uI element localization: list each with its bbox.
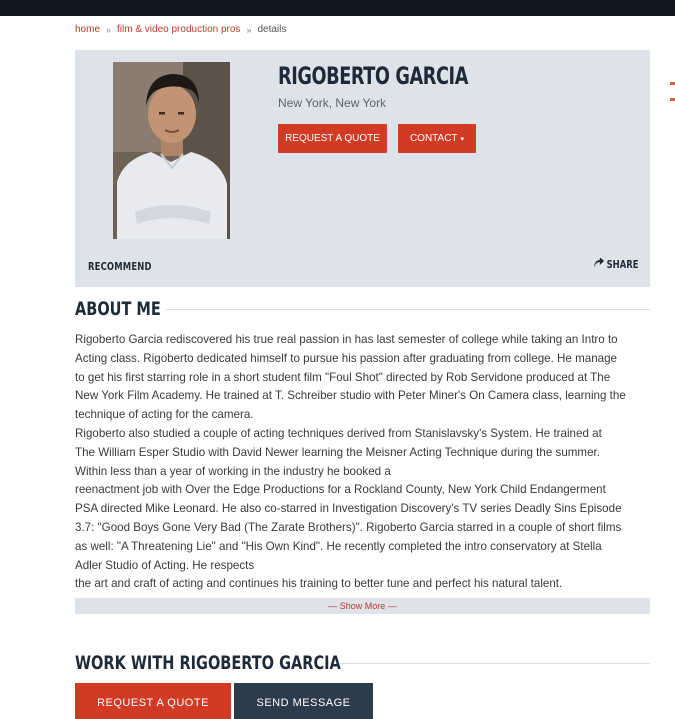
profile-location: New York, New York [278, 96, 387, 110]
profile-photo [113, 62, 230, 239]
share-button[interactable] [593, 258, 638, 271]
top-nav-bar [0, 0, 675, 16]
work-request-quote-label: REQUEST A QUOTE [97, 697, 209, 709]
breadcrumb-category-link[interactable]: film & video production pros [117, 24, 241, 35]
contact-dropdown-button[interactable] [398, 124, 476, 153]
about-heading: ABOUT ME [75, 298, 161, 320]
sidebar-edge-fragment [670, 82, 675, 85]
breadcrumb-home-link[interactable]: home [75, 24, 101, 35]
about-line: Rigoberto also studied a couple of acting techniques derived from Stanislavsky's System. He trained at [75, 426, 602, 440]
about-line: Adler Studio of Acting. He respects [75, 558, 255, 572]
section-divider [166, 309, 650, 310]
profile-name: RIGOBERTO GARCIA [278, 62, 469, 90]
about-line: technique of acting for the camera. [75, 408, 254, 422]
about-line: reenactment job with Over the Edge Productions for a Rockland County, New York Child Endangerment [75, 483, 606, 497]
about-line: 3.7: "Good Boys Gone Very Bad (The Zarate Brothers)". Rigoberto Garcia starred in a couple of short films [75, 520, 622, 534]
about-line: Rigoberto Garcia rediscovered his true real passion in has last semester of college while taking an Intro to [75, 333, 618, 346]
work-section-header [75, 652, 650, 674]
show-more-button[interactable] [75, 598, 650, 614]
chevron-down-icon: ▾ [460, 135, 465, 143]
about-line: the art and craft of acting and continues his training to better tune and perfect his natural talent. [75, 577, 563, 591]
work-request-quote-button[interactable] [75, 683, 231, 719]
send-message-label: SEND MESSAGE [256, 697, 351, 709]
recommend-button[interactable]: RECOMMEND [88, 260, 152, 273]
about-text [75, 331, 655, 594]
section-divider [340, 663, 650, 664]
about-section-header [75, 298, 650, 320]
about-line: PSA directed Mike Leonard. He also co-starred in Investigation Discovery's TV series Deadly Sins Episode [75, 502, 622, 516]
breadcrumb-separator: » [246, 24, 252, 35]
breadcrumb-separator: » [106, 24, 112, 35]
request-quote-label: REQUEST A QUOTE [285, 133, 380, 144]
about-line: Within less than a year of working in the industry he booked a [75, 464, 391, 478]
breadcrumb [75, 24, 286, 35]
sidebar-edge-fragment [670, 98, 675, 101]
show-more-label: — Show More — [328, 601, 397, 611]
contact-label: CONTACT [409, 133, 458, 144]
share-label: SHARE [606, 258, 638, 271]
work-heading: WORK WITH RIGOBERTO GARCIA [75, 652, 341, 674]
breadcrumb-current: details [257, 24, 287, 35]
about-line: The William Esper Studio with David Newer learning the Meisner Acting Technique during the summer. [75, 445, 600, 459]
share-arrow-icon [593, 258, 603, 271]
about-line: New York Film Academy. He trained at T. Schreiber studio with Peter Miner's On Camera class, learning the [75, 389, 626, 403]
send-message-button[interactable] [234, 683, 373, 719]
about-line: Acting class. Rigoberto dedicated himself to pursue his passion after graduating from college. He manage [75, 351, 617, 365]
about-line: as well: "A Threatening Lie" and "His Own Kind". He recently completed the intro conservatory at Stella [75, 539, 602, 553]
profile-card [75, 50, 650, 287]
request-quote-button[interactable] [278, 124, 387, 153]
about-line: to get his first starring role in a short student film "Foul Shot" directed by Rob Servidone produced at The [75, 370, 611, 384]
